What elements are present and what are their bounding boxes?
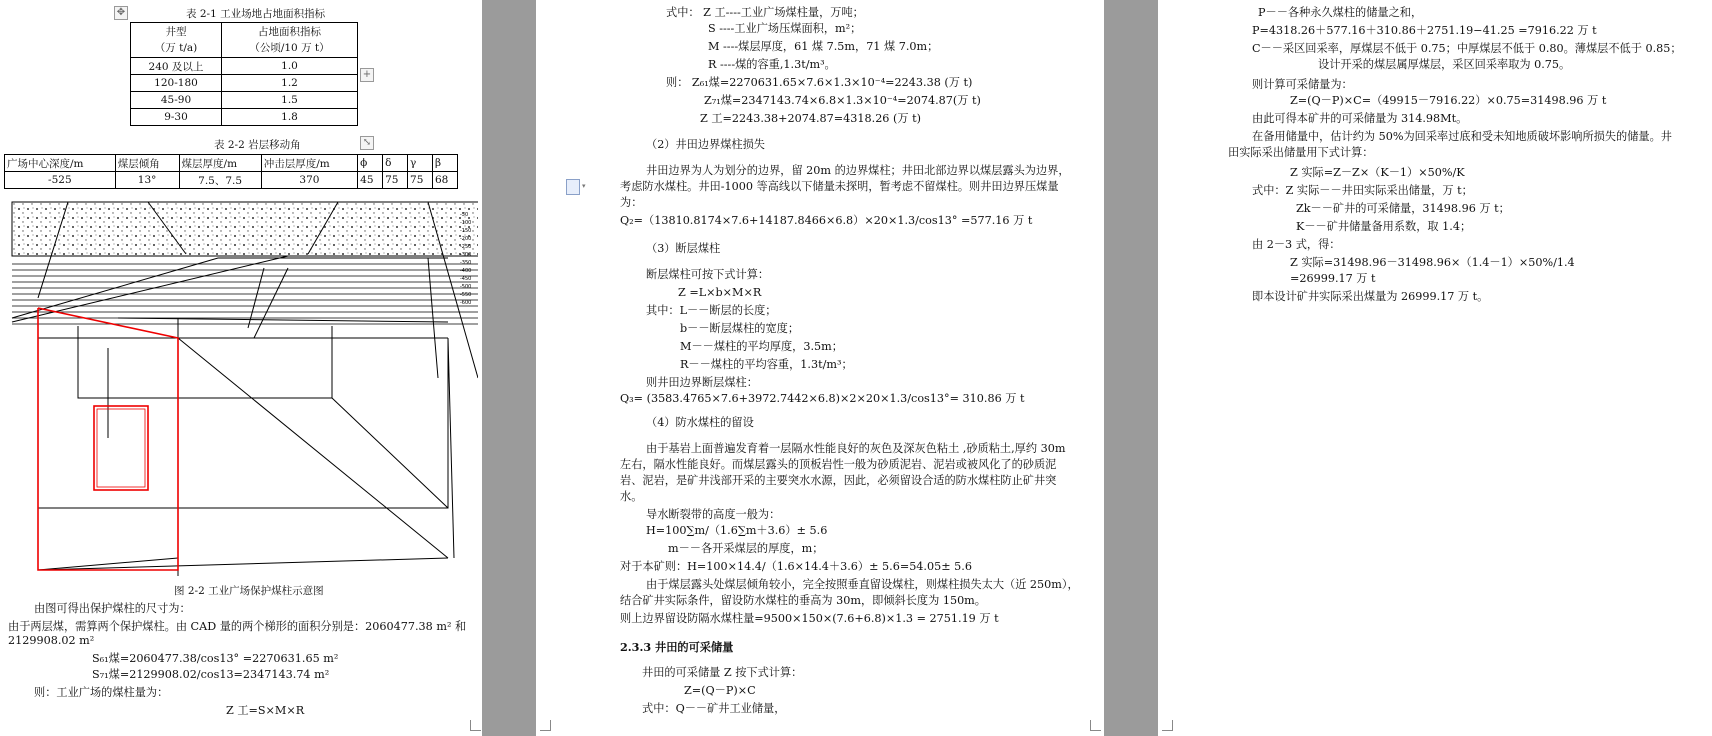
paragraph-line: 则计算可采储量为： [1252, 78, 1353, 91]
page-gap-right [1104, 0, 1158, 736]
paragraph-line: 导水断裂带的高度一般为： [646, 508, 781, 521]
formula-line: M ----煤层厚度，61 煤 7.5m，71 煤 7.0m； [708, 40, 939, 53]
svg-text:-400: -400 [460, 268, 472, 274]
svg-text:-200: -200 [460, 236, 472, 242]
table2-title: 表 2-2 岩层移动角 [214, 139, 301, 151]
formula-line: Z 实际=Z－Z×（K－1）×50%/K [1290, 166, 1465, 179]
table-move-handle-icon[interactable]: ✥ [114, 6, 128, 20]
paragraph-line: 则：工业广场的煤柱量为： [34, 686, 169, 699]
table2-header-cell: 煤层厚度/m [179, 155, 261, 172]
paragraph-line: 在备用储量中，估计约为 50%为回采率过底和受未知地质破坏影响所损失的储量。井 [1252, 130, 1672, 143]
svg-text:-350: -350 [460, 260, 472, 266]
chevron-down-icon[interactable]: ▾ [582, 182, 586, 190]
svg-text:-300: -300 [460, 252, 472, 258]
table2-header-cell: γ [408, 155, 433, 172]
svg-text:-500: -500 [460, 284, 472, 290]
paragraph-line: P－－各种永久煤柱的储量之和， [1258, 6, 1423, 19]
svg-text:-450: -450 [460, 276, 472, 282]
section-heading: 2.3.3 井田的可采储量 [620, 640, 734, 654]
table2-header-cell: β [433, 155, 458, 172]
paragraph-line: 水。 [620, 490, 643, 503]
paragraph-line: 其中：L－－断层的长度； [646, 304, 777, 317]
page-corner-mark [1090, 720, 1101, 731]
paragraph-line: M－－煤柱的平均厚度，3.5m； [680, 340, 843, 353]
paragraph-line: 考虑防水煤柱。井田-1000 等高线以下储量未探明，暂考虑不留煤柱。则井田边界压煤量 [620, 180, 1059, 193]
table-rock-movement-angles [4, 154, 458, 189]
formula-line: Z 实际=31498.96－31498.96×（1.4－1）×50%/1.4 [1290, 256, 1575, 269]
svg-text:-550: -550 [460, 292, 472, 298]
formula-line: S₆₁煤=2060477.38/cos13° =2270631.65 m² [92, 652, 339, 665]
paragraph-line: 由于两层煤，需算两个保护煤柱。由 CAD 量的两个梯形的面积分别是：2060477.38 m² 和 [8, 620, 467, 633]
paragraph-line: 式中：Z 实际－－井田实际采出储量，万 t； [1252, 184, 1473, 197]
formula-line: Z=(Q－P)×C [684, 684, 756, 697]
table-row: 9-30 1.8 [131, 109, 358, 126]
paragraph-line: 由此可得本矿井的可采储量为 314.98Mt。 [1252, 112, 1468, 125]
table-row: -525 13° 7.5、7.5 370 45 75 75 68 [5, 172, 458, 189]
table-row: 120-180 1.2 [131, 75, 358, 92]
formula-line: Z 工=S×M×R [226, 704, 305, 717]
paragraph-line: 设计开采的煤层属厚煤层，采区回采率取为 0.75。 [1318, 58, 1571, 71]
paragraph-line: 由图可得出保护煤柱的尺寸为： [34, 602, 191, 615]
formula-line: =26999.17 万 t [1290, 272, 1376, 285]
table-resize-handle-icon[interactable]: ⤡ [360, 136, 374, 150]
document-page-1 [0, 0, 482, 736]
table1-header-cell: 井型 （万 t/a) [131, 23, 222, 58]
table1-title: 表 2-1 工业场地占地面积指标 [186, 8, 326, 20]
protective-pillar-diagram [8, 198, 478, 576]
paragraph-line: 断层煤柱可按下式计算： [646, 268, 770, 281]
paragraph-line: 由于基岩上面普遍发育着一层隔水性能良好的灰色及深灰色粘土 ,砂质粘土,厚约 30m [646, 442, 1066, 455]
formula-line: Z₇₁煤=2347143.74×6.8×1.3×10⁻⁴=2074.87(万 t) [704, 94, 981, 107]
formula-line: 式中： Z 工----工业广场煤柱量，万吨； [666, 6, 864, 19]
paragraph-line: Zk－－矿井的可采储量，31498.96 万 t； [1296, 202, 1510, 215]
formula-line: S ----工业广场压煤面积，m²； [708, 22, 862, 35]
paragraph-line: 式中：Q－－矿井工业储量， [642, 702, 786, 715]
paragraph-line: 左右，隔水性能良好。而煤层露头的顶板岩性一般为砂质泥岩、泥岩或被风化了的砂质泥 [620, 458, 1057, 471]
page-gap-left [482, 0, 536, 736]
svg-text:-600: -600 [460, 300, 472, 306]
page-corner-mark [470, 720, 481, 731]
paragraph-line: 井田的可采储量 Z 按下式计算： [642, 666, 803, 679]
paragraph-line: 由 2－3 式，得： [1252, 238, 1341, 251]
page-corner-mark [540, 720, 551, 731]
formula-line: Z 工=2243.38+2074.87=4318.26 (万 t) [700, 112, 921, 125]
table-row: 240 及以上 1.0 [131, 58, 358, 75]
section-heading: （2）井田边界煤柱损失 [646, 138, 765, 151]
paragraph-line: C－－采区回采率，厚煤层不低于 0.75；中厚煤层不低于 0.80。薄煤层不低于 0.85； [1252, 42, 1682, 55]
paragraph-line: 即本设计矿井实际采出煤量为 26999.17 万 t。 [1252, 290, 1489, 303]
table2-header-cell: 煤层倾角 [115, 155, 179, 172]
formula-line: Q₂=（13810.8174×7.6+14187.8466×6.8）×20×1.3/cos13° =577.16 万 t [620, 214, 1033, 227]
section-heading: （4）防水煤柱的留设 [646, 416, 754, 429]
page-corner-mark [1162, 720, 1173, 731]
formula-line: Z=(Q－P)×C=（49915－7916.22）×0.75=31498.96 万 t [1290, 94, 1607, 107]
paragraph-line: b－－断层煤柱的宽度； [680, 322, 800, 335]
paragraph-line: 则井田边界断层煤柱： [646, 376, 758, 389]
paragraph-line: 由于煤层露头处煤层倾角较小，完全按照垂直留设煤柱，则煤柱损失太大（近 250m）， [646, 578, 1079, 591]
add-row-plus-icon[interactable]: + [360, 68, 374, 82]
svg-text:-250: -250 [460, 244, 472, 250]
svg-text:-50: -50 [460, 212, 469, 218]
formula-line: 则上边界留设防隔水煤柱量=9500×150×(7.6+6.8)×1.3 = 2751.19 万 t [620, 612, 999, 625]
table1-header-cell: 占地面积指标 （公顷/10 万 t） [222, 23, 358, 58]
table2-header-cell: 冲击层厚度/m [261, 155, 357, 172]
formula-line: Q₃= (3583.4765×7.6+3972.7442×6.8)×2×20×1.3/cos13°= 310.86 万 t [620, 392, 1025, 405]
formula-line: S₇₁煤=2129908.02/cos13=2347143.74 m² [92, 668, 330, 681]
table2-header-cell: δ [383, 155, 408, 172]
formula-line: 则： Z₆₁煤=2270631.65×7.6×1.3×10⁻⁴=2243.38 (万 t) [666, 76, 973, 89]
formula-line: 对于本矿则：H=100×14.4/（1.6×14.4＋3.6）± 5.6=54.05± 5.6 [620, 560, 972, 573]
table2-header-cell: ϕ [358, 155, 383, 172]
comment-doc-icon[interactable] [566, 179, 580, 195]
document-page-2 [536, 0, 1104, 736]
table-mine-area [130, 22, 358, 126]
paragraph-line: R－－煤柱的平均容重，1.3t/m³； [680, 358, 853, 371]
svg-text:-150: -150 [460, 228, 472, 234]
paragraph-line: 为： [620, 196, 643, 209]
formula-line: H=100∑m/（1.6∑m＋3.6）± 5.6 [646, 524, 828, 537]
document-page-3 [1158, 0, 1712, 736]
figure-caption: 图 2-2 工业广场保护煤柱示意图 [174, 585, 324, 597]
paragraph-line: 结合矿井实际条件，留设防水煤柱的垂高为 30m，即倾斜长度为 150m。 [620, 594, 986, 607]
formula-line: Z =L×b×M×R [678, 286, 762, 299]
table-row: 45-90 1.5 [131, 92, 358, 109]
section-heading: （3）断层煤柱 [646, 242, 721, 255]
formula-line: R ----煤的容重,1.3t/m³。 [708, 58, 836, 71]
formula-line: P=4318.26＋577.16＋310.86＋2751.19−41.25 =7916.22 万 t [1252, 24, 1597, 37]
paragraph-line: m－－各开采煤层的厚度，m； [668, 542, 824, 555]
paragraph-line: K－－矿井储量备用系数，取 1.4； [1296, 220, 1472, 233]
paragraph-line: 田实际采出储量用下式计算： [1228, 146, 1374, 159]
svg-text:-100: -100 [460, 220, 472, 226]
paragraph-line: 井田边界为人为划分的边界，留 20m 的边界煤柱；井田北部边界以煤层露头为边界， [646, 164, 1070, 177]
table2-header-cell: 广场中心深度/m [5, 155, 116, 172]
paragraph-line: 2129908.02 m² [8, 634, 95, 647]
paragraph-line: 岩、泥岩，是矿井浅部开采的主要突水水源，因此，必须留设合适的防水煤柱防止矿井突 [620, 474, 1057, 487]
